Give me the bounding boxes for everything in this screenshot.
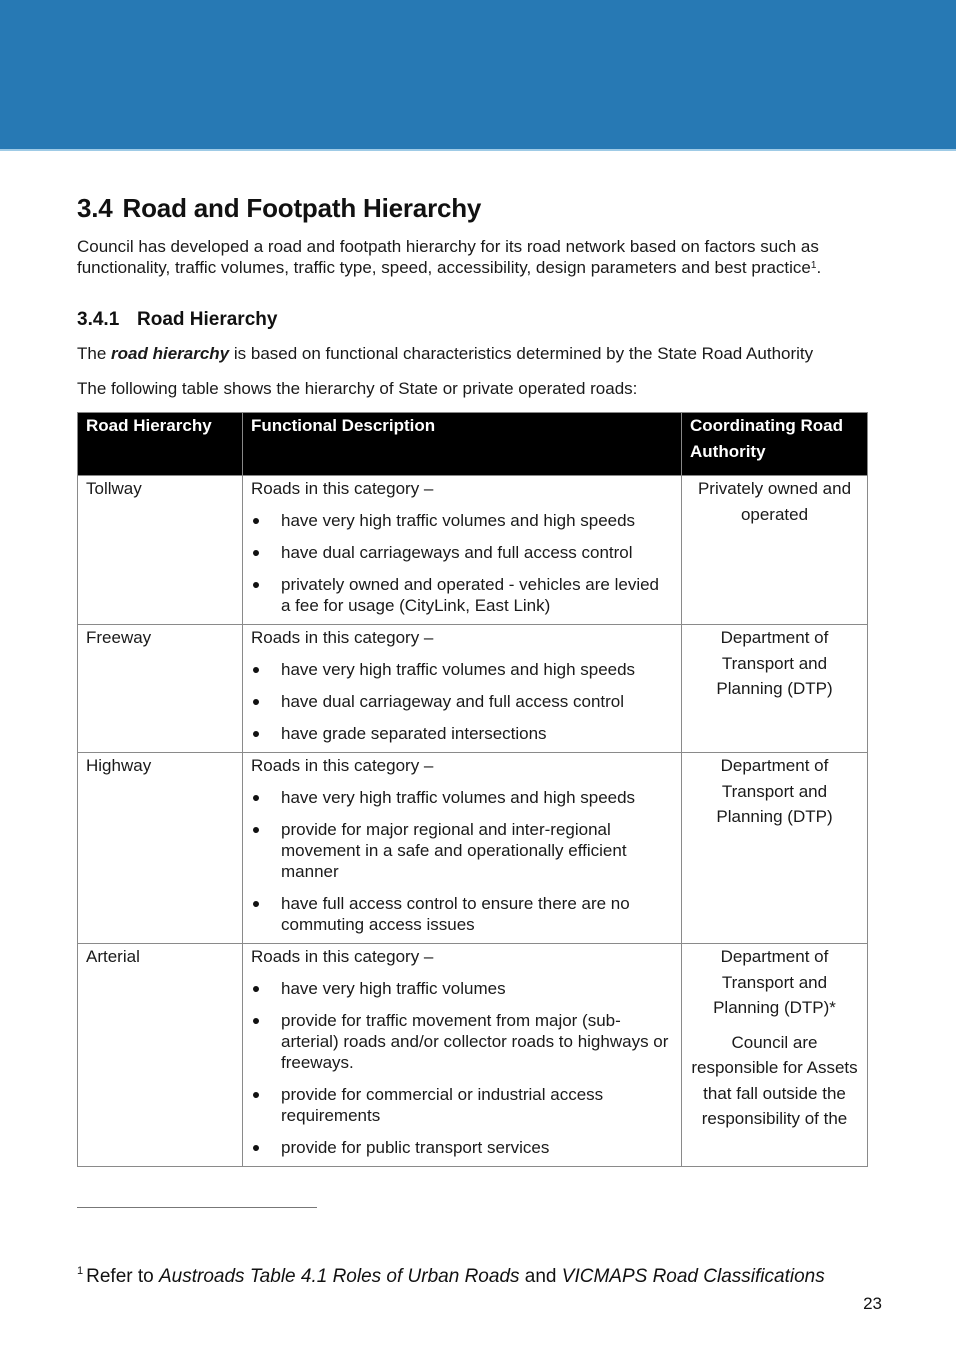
authority-cell: Privately owned and operated — [682, 476, 868, 625]
bullet-icon — [253, 1092, 259, 1098]
bullet-list — [251, 978, 673, 1158]
table-row — [78, 753, 868, 944]
list-item: provide for traffic movement from major (sub-arterial) roads and/or collector roads to highways or freeways. — [251, 1010, 673, 1073]
section-title: Road and Footpath Hierarchy — [122, 193, 482, 223]
header-road-hierarchy: Road Hierarchy — [78, 413, 243, 476]
footnote: $^1$ Refer to Austroads Table 4.1 Roles of Urban Roads and VICMAPS Road Classifications — [77, 1265, 825, 1287]
bullet-icon — [253, 901, 259, 907]
description-cell: Roads in this category – have very high traffic volumes and high speeds have dual carriageways and full access control privately owned and operated - vehicles are levied a fee for usage (CityLink, East Link) — [243, 476, 682, 625]
footnote-reference[interactable]: 1 — [810, 260, 817, 271]
bullet-icon — [253, 1018, 259, 1024]
subsection-heading — [77, 309, 277, 331]
list-item: have very high traffic volumes and high speeds — [251, 787, 673, 808]
intro-paragraph: Council has developed a road and footpath hierarchy for its road network based on factors such as functionality, traffic volumes, traffic type, speed, accessibility, design parameters and best practice$^1$. — [77, 237, 822, 277]
section-heading — [77, 193, 481, 224]
hierarchy-cell: Highway — [78, 753, 243, 944]
list-item: privately owned and operated - vehicles are levied a fee for usage (CityLink, East Link) — [251, 574, 673, 616]
bullet-icon — [253, 582, 259, 588]
bullet-icon — [253, 731, 259, 737]
list-item: provide for commercial or industrial access requirements — [251, 1084, 673, 1126]
subsection-title: Road Hierarchy — [137, 309, 278, 330]
header-coordinating-authority: Coordinating Road Authority — [682, 413, 868, 476]
bullet-icon — [253, 699, 259, 705]
road-hierarchy-paragraph: The road hierarchy is based on functional characteristics determined by the State Road Authority — [77, 344, 814, 363]
footnote-citation-austroads: Austroads Table 4.1 Roles of Urban Roads — [159, 1266, 520, 1287]
authority-note: Council are responsible for Assets that fall outside the responsibility of the — [691, 1032, 858, 1128]
section-number: 3.4 — [77, 193, 113, 223]
table-intro-paragraph: The following table shows the hierarchy of State or private operated roads: — [77, 379, 638, 398]
list-item: have very high traffic volumes and high speeds — [251, 510, 673, 531]
subsection-number: 3.4.1 — [77, 309, 120, 330]
bullet-icon — [253, 795, 259, 801]
hierarchy-cell: Tollway — [78, 476, 243, 625]
list-item: have dual carriageway and full access control — [251, 691, 673, 712]
authority-cell: Department of Transport and Planning (DTP) — [682, 753, 868, 944]
header-banner — [0, 0, 956, 151]
bullet-icon — [253, 827, 259, 833]
header-functional-description: Functional Description — [243, 413, 682, 476]
list-item: provide for public transport services — [251, 1137, 673, 1158]
authority-cell: Department of Transport and Planning (DTP) — [682, 625, 868, 753]
table-row — [78, 476, 868, 625]
description-cell: Roads in this category – have very high traffic volumes and high speeds have dual carriageway and full access control have grade separated intersections — [243, 625, 682, 753]
footnote-marker: 1 — [77, 1265, 84, 1277]
list-item: have dual carriageways and full access control — [251, 542, 673, 563]
hierarchy-cell: Arterial — [78, 944, 243, 1167]
list-item: have very high traffic volumes — [251, 978, 673, 999]
list-item: have full access control to ensure there are no commuting access issues — [251, 893, 673, 935]
road-hierarchy-table — [77, 412, 868, 1167]
bullet-list — [251, 510, 673, 616]
bullet-icon — [253, 667, 259, 673]
list-item: provide for major regional and inter-regional movement in a safe and operationally efficient manner — [251, 819, 673, 882]
bullet-icon — [253, 550, 259, 556]
table-header-row — [78, 413, 868, 476]
page-number: 23 — [863, 1294, 882, 1313]
bullet-icon — [253, 986, 259, 992]
emphasis-road-hierarchy: road hierarchy — [111, 344, 230, 363]
list-item: have grade separated intersections — [251, 723, 673, 744]
footnote-separator — [77, 1207, 317, 1208]
description-cell: Roads in this category – have very high traffic volumes provide for traffic movement from major (sub-arterial) roads and/or collector roads to highways or freeways. provide for commercial or industrial access requirements provide for public transport services — [243, 944, 682, 1167]
authority-cell: Department of Transport and Planning (DTP)* Council are responsible for Assets that fall outside the responsibility of the — [682, 944, 868, 1167]
bullet-list — [251, 659, 673, 744]
table-row — [78, 944, 868, 1167]
bullet-list — [251, 787, 673, 935]
description-cell: Roads in this category – have very high traffic volumes and high speeds provide for major regional and inter-regional movement in a safe and operationally efficient manner have full access control to ensure there are no commuting access issues — [243, 753, 682, 944]
bullet-icon — [253, 518, 259, 524]
footnote-citation-vicmaps: VICMAPS Road Classifications — [561, 1266, 825, 1287]
hierarchy-cell: Freeway — [78, 625, 243, 753]
list-item: have very high traffic volumes and high speeds — [251, 659, 673, 680]
bullet-icon — [253, 1145, 259, 1151]
table-row — [78, 625, 868, 753]
